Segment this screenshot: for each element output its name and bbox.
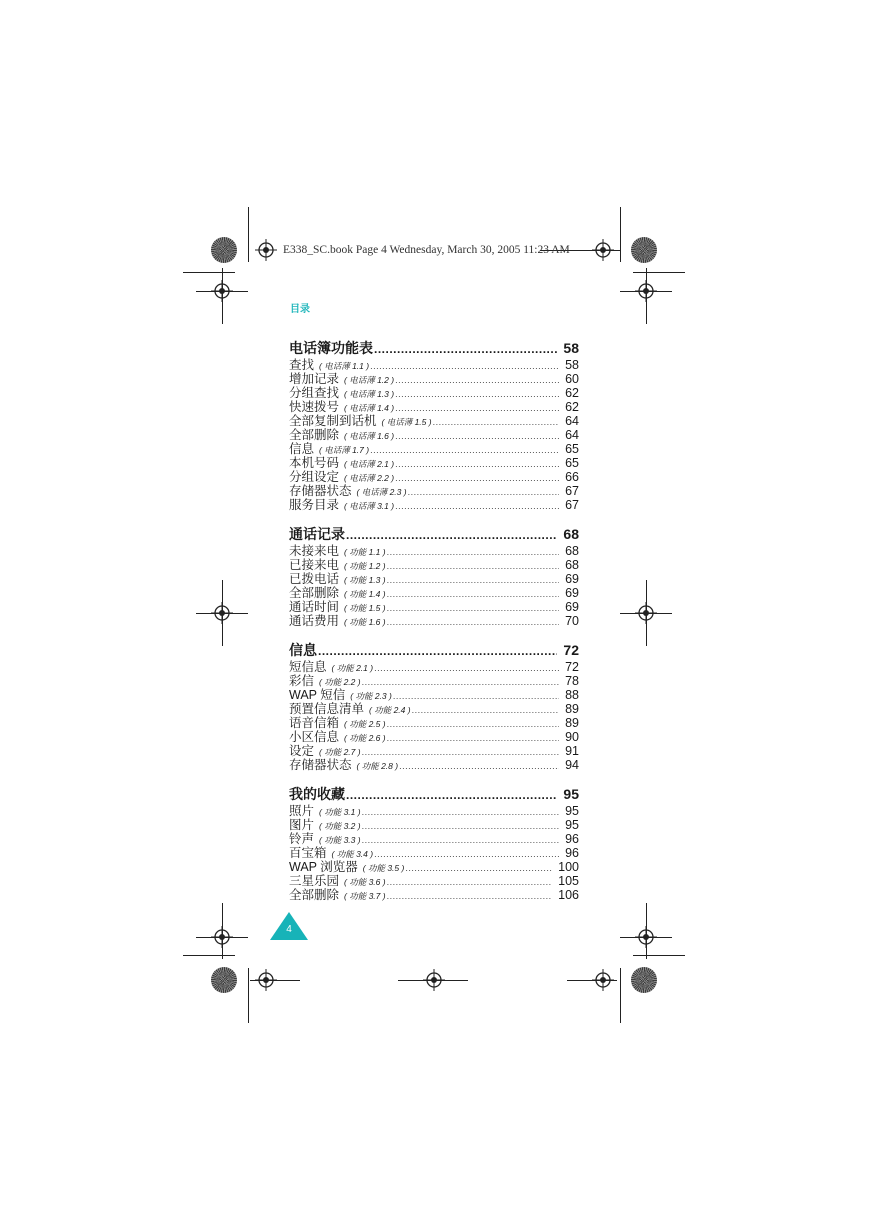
toc-entry[interactable]: [289, 400, 579, 414]
toc-leader-dots: [318, 643, 557, 660]
toc-entry[interactable]: [289, 614, 579, 628]
toc-leader-dots: [387, 717, 560, 731]
toc-leader-dots: [433, 415, 560, 429]
registration-mark-icon: [211, 926, 233, 948]
toc-entry-ref: ( 功能 2.5 ): [344, 719, 386, 729]
table-of-contents: [289, 340, 579, 916]
toc-entry-page: 88: [565, 688, 579, 702]
toc-entry[interactable]: [289, 758, 579, 772]
toc-entry-ref: ( 电话薄 2.2 ): [344, 473, 395, 483]
toc-entry-page: 69: [565, 600, 579, 614]
toc-entry-page: 106: [558, 888, 579, 902]
registration-mark-icon: [255, 239, 277, 261]
toc-entry[interactable]: [289, 888, 579, 902]
toc-entry-ref: ( 功能 1.5 ): [344, 603, 386, 613]
toc-entry-ref: ( 功能 3.1 ): [319, 807, 361, 817]
toc-entry[interactable]: [289, 716, 579, 730]
toc-entry-page: 60: [565, 372, 579, 386]
toc-entry[interactable]: [289, 372, 579, 386]
toc-entry[interactable]: [289, 600, 579, 614]
toc-leader-dots: [395, 401, 559, 415]
toc-heading-page: 95: [563, 786, 579, 802]
toc-leader-dots: [395, 387, 559, 401]
toc-entry-ref: ( 功能 3.5 ): [362, 863, 405, 873]
toc-entry-page: 89: [565, 702, 579, 716]
toc-entry-ref: ( 电话薄 1.5 ): [381, 417, 432, 427]
toc-entry-ref: ( 功能 3.4 ): [331, 849, 374, 859]
toc-entry-title: 三星乐园: [289, 874, 340, 888]
toc-entry-title: 全部删除: [289, 586, 340, 600]
toc-entry[interactable]: [289, 744, 579, 758]
toc-entry[interactable]: [289, 860, 579, 874]
toc-entry-title: 快速拨号: [289, 400, 340, 414]
registration-mark-icon: [635, 926, 657, 948]
registration-mark-icon: [423, 969, 445, 991]
toc-entry-title: 已拨电话: [289, 572, 340, 586]
toc-entry[interactable]: [289, 572, 579, 586]
toc-entry-page: 91: [565, 744, 579, 758]
starburst-mark-icon: [211, 967, 237, 993]
toc-entry-ref: ( 电话薄 1.6 ): [344, 431, 395, 441]
toc-entry[interactable]: [289, 358, 579, 372]
toc-heading-page: 58: [563, 340, 579, 356]
toc-entry-title: WAP 浏览器: [289, 860, 358, 874]
toc-leader-dots: [362, 745, 560, 759]
toc-entry-title: 分组查找: [289, 386, 340, 400]
toc-entry[interactable]: [289, 442, 579, 456]
toc-entry[interactable]: [289, 660, 579, 674]
toc-entry-page: 69: [565, 586, 579, 600]
toc-entry[interactable]: [289, 804, 579, 818]
toc-entry-ref: ( 电话薄 1.2 ): [344, 375, 395, 385]
print-header: E338_SC.book Page 4 Wednesday, March 30, 2005 11:23 AM: [283, 244, 570, 256]
toc-entry-title: 通话费用: [289, 614, 340, 628]
toc-entry[interactable]: [289, 730, 579, 744]
toc-entry[interactable]: [289, 414, 579, 428]
toc-entry-title: 照片: [289, 804, 315, 818]
toc-entry-ref: ( 功能 1.4 ): [344, 589, 386, 599]
registration-mark-icon: [592, 969, 614, 991]
toc-entry-page: 70: [565, 614, 579, 628]
toc-section: [289, 526, 579, 628]
toc-entry-page: 62: [565, 386, 579, 400]
toc-leader-dots: [362, 833, 560, 847]
toc-entry-ref: ( 功能 3.6 ): [344, 877, 386, 887]
toc-entry-ref: ( 功能 1.2 ): [344, 561, 386, 571]
toc-entry[interactable]: [289, 386, 579, 400]
toc-entry-page: 65: [565, 442, 579, 456]
toc-entry-title: WAP 短信: [289, 688, 346, 702]
toc-section-heading[interactable]: [289, 786, 579, 803]
toc-leader-dots: [374, 661, 559, 675]
toc-entry-page: 69: [565, 572, 579, 586]
toc-leader-dots: [370, 443, 559, 457]
toc-entry-ref: ( 功能 2.2 ): [319, 677, 361, 687]
toc-entry[interactable]: [289, 702, 579, 716]
toc-leader-dots: [346, 787, 557, 804]
toc-entry-ref: ( 电话薄 2.1 ): [344, 459, 395, 469]
starburst-mark-icon: [631, 967, 657, 993]
registration-mark-icon: [635, 280, 657, 302]
toc-entry-title: 百宝箱: [289, 846, 327, 860]
toc-entry-page: 95: [565, 818, 579, 832]
toc-entry-ref: ( 功能 3.3 ): [319, 835, 361, 845]
toc-entry-ref: ( 电话薄 1.1 ): [319, 361, 370, 371]
toc-leader-dots: [393, 689, 559, 703]
toc-entry-ref: ( 电话薄 1.3 ): [344, 389, 395, 399]
registration-mark-icon: [592, 239, 614, 261]
toc-leader-dots: [346, 527, 557, 544]
toc-section-heading[interactable]: [289, 526, 579, 543]
toc-entry-title: 小区信息: [289, 730, 340, 744]
toc-entry[interactable]: [289, 456, 579, 470]
toc-entry-title: 服务目录: [289, 498, 340, 512]
toc-entry-page: 67: [565, 498, 579, 512]
toc-entry-page: 100: [558, 860, 579, 874]
toc-leader-dots: [387, 731, 560, 745]
toc-heading-title: 我的收藏: [289, 786, 345, 802]
toc-entry-title: 通话时间: [289, 600, 340, 614]
toc-leader-dots: [387, 545, 560, 559]
toc-entry-page: 90: [565, 730, 579, 744]
toc-section: [289, 786, 579, 902]
toc-entry-ref: ( 功能 2.3 ): [350, 691, 392, 701]
toc-entry[interactable]: [289, 428, 579, 442]
toc-entry-title: 信息: [289, 442, 315, 456]
toc-entry[interactable]: [289, 498, 579, 512]
toc-entry-ref: ( 功能 1.6 ): [344, 617, 386, 627]
toc-entry-ref: ( 功能 2.1 ): [331, 663, 374, 673]
toc-entry-ref: ( 电话薄 1.7 ): [319, 445, 370, 455]
page-number: 4: [286, 924, 292, 935]
toc-leader-dots: [370, 359, 559, 373]
toc-entry-title: 增加记录: [289, 372, 340, 386]
toc-entry-title: 存储器状态: [289, 484, 352, 498]
toc-entry-page: 65: [565, 456, 579, 470]
toc-entry-page: 96: [565, 846, 579, 860]
toc-entry-ref: ( 功能 2.7 ): [319, 747, 361, 757]
toc-entry-page: 64: [565, 414, 579, 428]
toc-entry-title: 全部删除: [289, 428, 340, 442]
toc-entry-page: 66: [565, 470, 579, 484]
toc-leader-dots: [405, 861, 552, 875]
toc-entry-title: 存储器状态: [289, 758, 352, 772]
toc-leader-dots: [387, 889, 553, 903]
toc-entry-title: 分组设定: [289, 470, 340, 484]
toc-entry-page: 78: [565, 674, 579, 688]
toc-leader-dots: [362, 675, 560, 689]
toc-entry[interactable]: [289, 832, 579, 846]
toc-entry-title: 设定: [289, 744, 315, 758]
toc-entry-ref: ( 功能 2.4 ): [369, 705, 411, 715]
registration-mark-icon: [255, 969, 277, 991]
toc-entry-title: 预置信息清单: [289, 702, 365, 716]
toc-heading-title: 电话簿功能表: [289, 340, 373, 356]
toc-entry-title: 全部复制到话机: [289, 414, 377, 428]
toc-leader-dots: [362, 819, 560, 833]
toc-section: [289, 340, 579, 512]
toc-entry-ref: ( 电话薄 3.1 ): [344, 501, 395, 511]
toc-leader-dots: [395, 457, 559, 471]
toc-leader-dots: [374, 847, 559, 861]
toc-entry[interactable]: [289, 874, 579, 888]
toc-leader-dots: [387, 875, 553, 889]
toc-heading-title: 信息: [289, 642, 317, 658]
toc-leader-dots: [395, 429, 559, 443]
toc-entry-title: 图片: [289, 818, 315, 832]
toc-leader-dots: [395, 373, 559, 387]
toc-entry[interactable]: [289, 544, 579, 558]
toc-leader-dots: [374, 341, 557, 358]
toc-entry-title: 查找: [289, 358, 315, 372]
toc-entry[interactable]: [289, 674, 579, 688]
toc-section-heading[interactable]: [289, 642, 579, 659]
toc-entry-title: 彩信: [289, 674, 315, 688]
toc-entry-page: 89: [565, 716, 579, 730]
toc-entry-ref: ( 电话薄 1.4 ): [344, 403, 395, 413]
toc-entry-ref: ( 功能 3.2 ): [319, 821, 361, 831]
toc-heading-page: 72: [563, 642, 579, 658]
toc-leader-dots: [395, 499, 559, 513]
toc-heading-page: 68: [563, 526, 579, 542]
toc-entry-ref: ( 功能 1.1 ): [344, 547, 386, 557]
toc-entry-title: 短信息: [289, 660, 327, 674]
toc-entry-page: 96: [565, 832, 579, 846]
toc-entry-title: 本机号码: [289, 456, 340, 470]
toc-entry[interactable]: [289, 846, 579, 860]
toc-entry-ref: ( 功能 3.7 ): [344, 891, 386, 901]
registration-mark-icon: [211, 280, 233, 302]
toc-entry-ref: ( 电话薄 2.3 ): [356, 487, 407, 497]
toc-entry-page: 95: [565, 804, 579, 818]
toc-leader-dots: [387, 615, 560, 629]
toc-entry-ref: ( 功能 1.3 ): [344, 575, 386, 585]
toc-entry-page: 72: [565, 660, 579, 674]
toc-entry-page: 94: [565, 758, 579, 772]
toc-entry-page: 64: [565, 428, 579, 442]
toc-section-heading[interactable]: [289, 340, 579, 357]
toc-entry[interactable]: [289, 688, 579, 702]
toc-leader-dots: [387, 587, 560, 601]
toc-entry-page: 105: [558, 874, 579, 888]
toc-entry-title: 铃声: [289, 832, 315, 846]
toc-section: [289, 642, 579, 772]
toc-leader-dots: [412, 703, 560, 717]
toc-leader-dots: [362, 805, 560, 819]
registration-mark-icon: [635, 602, 657, 624]
toc-leader-dots: [395, 471, 559, 485]
toc-entry-page: 68: [565, 558, 579, 572]
toc-entry-page: 68: [565, 544, 579, 558]
toc-entry[interactable]: [289, 586, 579, 600]
toc-leader-dots: [408, 485, 560, 499]
toc-entry[interactable]: [289, 558, 579, 572]
starburst-mark-icon: [211, 237, 237, 263]
toc-leader-dots: [387, 559, 560, 573]
toc-entry-ref: ( 功能 2.6 ): [344, 733, 386, 743]
toc-leader-dots: [399, 759, 559, 773]
toc-entry-page: 67: [565, 484, 579, 498]
toc-entry-page: 62: [565, 400, 579, 414]
starburst-mark-icon: [631, 237, 657, 263]
toc-heading-title: 通话记录: [289, 526, 345, 542]
toc-entry-title: 全部删除: [289, 888, 340, 902]
toc-leader-dots: [387, 601, 560, 615]
toc-entry[interactable]: [289, 484, 579, 498]
toc-entry-page: 58: [565, 358, 579, 372]
registration-mark-icon: [211, 602, 233, 624]
toc-entry-title: 已接来电: [289, 558, 340, 572]
toc-entry-title: 未接来电: [289, 544, 340, 558]
toc-entry-ref: ( 功能 2.8 ): [356, 761, 399, 771]
toc-entry[interactable]: [289, 470, 579, 484]
page-title: 目录: [290, 304, 310, 315]
toc-leader-dots: [387, 573, 560, 587]
toc-entry[interactable]: [289, 818, 579, 832]
toc-entry-title: 语音信箱: [289, 716, 340, 730]
